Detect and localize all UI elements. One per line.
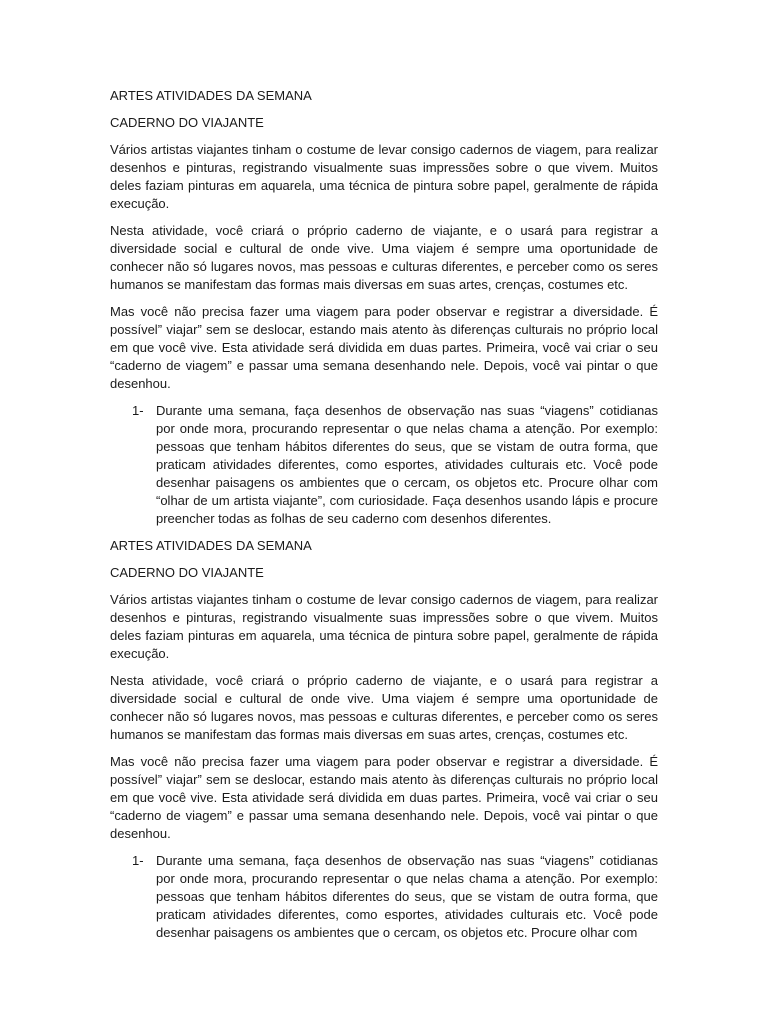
list-text: Durante uma semana, faça desenhos de observação nas suas “viagens” cotidianas por onde mora, procurando representar o que nelas chama a atenção. Por exemplo: pessoas que tenham hábitos diferentes do seus, que se vistam de outra forma, que praticam atividades diferentes, como esportes, atividades culturais etc. Você pode desenhar paisagens os ambientes que o cercam, os objetos etc. Procure olhar com “olhar de um artista viajante”, com curiosidade. Faça desenhos usando lápis e procure preencher todas as folhas de seu caderno com desenhos diferentes.	[156, 403, 658, 526]
list-number: 1-	[132, 403, 144, 418]
list-item	[110, 852, 658, 942]
paragraph: Vários artistas viajantes tinham o costume de levar consigo cadernos de viagem, para realizar desenhos e pinturas, registrando visualmente suas impressões sobre o que vivem. Muitos deles faziam pinturas em aquarela, uma técnica de pintura sobre papel, geralmente de rápida execução.	[110, 142, 658, 211]
list-text: Durante uma semana, faça desenhos de observação nas suas “viagens” cotidianas por onde mora, procurando representar o que nelas chama a atenção. Por exemplo: pessoas que tenham hábitos diferentes do seus, que se vistam de outra forma, que praticam atividades diferentes, como esportes, atividades culturais etc. Você pode desenhar paisagens os ambientes que o cercam, os objetos etc. Procure olhar com	[156, 853, 658, 940]
section-1	[110, 87, 658, 528]
list-item	[110, 402, 658, 528]
section-subheading: CADERNO DO VIAJANTE	[110, 115, 264, 130]
section-heading: ARTES ATIVIDADES DA SEMANA	[110, 88, 312, 103]
section-2	[110, 537, 658, 942]
list-number: 1-	[132, 853, 144, 868]
paragraph: Nesta atividade, você criará o próprio caderno de viajante, e o usará para registrar a diversidade social e cultural de onde vive. Uma viajem é sempre uma oportunidade de conhecer não só lugares novos, mas pessoas e culturas diferentes, e perceber como os seres humanos se manifestam das formas mais diversas em suas artes, crenças, costumes etc.	[110, 223, 658, 292]
section-subheading: CADERNO DO VIAJANTE	[110, 565, 264, 580]
paragraph: Vários artistas viajantes tinham o costume de levar consigo cadernos de viagem, para realizar desenhos e pinturas, registrando visualmente suas impressões sobre o que vivem. Muitos deles faziam pinturas em aquarela, uma técnica de pintura sobre papel, geralmente de rápida execução.	[110, 592, 658, 661]
section-heading: ARTES ATIVIDADES DA SEMANA	[110, 538, 312, 553]
paragraph: Mas você não precisa fazer uma viagem para poder observar e registrar a diversidade. É possível” viajar” sem se deslocar, estando mais atento às diferenças culturais no próprio local em que você vive. Esta atividade será dividida em duas partes. Primeira, você vai criar o seu “caderno de viagem” e passar uma semana desenhando nele. Depois, você vai pintar o que desenhou.	[110, 304, 658, 391]
paragraph: Mas você não precisa fazer uma viagem para poder observar e registrar a diversidade. É possível” viajar” sem se deslocar, estando mais atento às diferenças culturais no próprio local em que você vive. Esta atividade será dividida em duas partes. Primeira, você vai criar o seu “caderno de viagem” e passar uma semana desenhando nele. Depois, você vai pintar o que desenhou.	[110, 754, 658, 841]
paragraph: Nesta atividade, você criará o próprio caderno de viajante, e o usará para registrar a diversidade social e cultural de onde vive. Uma viajem é sempre uma oportunidade de conhecer não só lugares novos, mas pessoas e culturas diferentes, e perceber como os seres humanos se manifestam das formas mais diversas em suas artes, crenças, costumes etc.	[110, 673, 658, 742]
